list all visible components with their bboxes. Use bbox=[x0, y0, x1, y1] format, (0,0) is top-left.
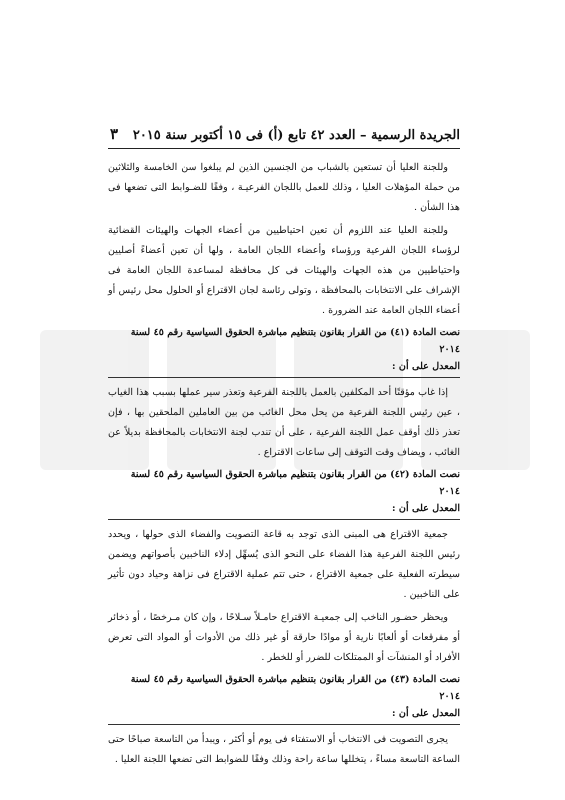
article-41 bbox=[108, 324, 460, 463]
article-heading bbox=[108, 466, 460, 520]
intro-paragraph: وللجنة العليا عند اللزوم أن تعين احتياطيين من أعضاء الجهات والهيئات القضائية لرؤساء اللجان الفرعية ورؤساء وأعضاء اللجان العامة ، ولها أن تعين أعضاءً أصليين واحتياطيين من هذه الجهات والهيئات فى كل محافظة لمساعدة اللجان العامة فى الإشراف على الانتخابات بالمحافظة ، وتولى رئاسة لجان الاقتراع أو الحلول محل رئيس أو أعضاء اللجان العامة عند الضرورة . bbox=[108, 225, 460, 316]
amended-label: المعدل على أن : bbox=[392, 503, 460, 514]
amended-label: المعدل على أن : bbox=[392, 361, 460, 372]
article-title: نصت المادة (٤٢) من القرار بقانون بتنظيم مباشرة الحقوق السياسية رقم ٤٥ لسنة ٢٠١٤ bbox=[130, 469, 460, 497]
article-42 bbox=[108, 466, 460, 668]
article-title: نصت المادة (٤٣) من القرار بقانون بتنظيم مباشرة الحقوق السياسية رقم ٤٥ لسنة ٢٠١٤ bbox=[130, 674, 460, 702]
article-paragraph: إذا غاب مؤقتًا أحد المكلفين بالعمل باللجنة الفرعية وتعذر سير عملها بسبب هذا الغياب ، عين رئيس اللجنة الفرعية من يحل محل الغائب من بين العاملين الملحقين بها ، فإن تعذر ذلك أوقف عمل اللجنة الفرعية ، على أن تندب لجنة الانتخابات بالمحافظة بديلاً عن الغائب ، ويضاف وقت التوقف إلى ساعات الاقتراع . bbox=[108, 387, 460, 458]
article-heading bbox=[108, 324, 460, 378]
amended-label: المعدل على أن : bbox=[392, 708, 460, 719]
intro-paragraph: وللجنة العليا أن تستعين بالشباب من الجنسين الذين لم يبلغوا سن الخامسة والثلاثين من حملة المؤهلات العليا ، وذلك للعمل باللجان الفرعيـة ، وفقًا للضـوابط التى تضعها فى هذا الشأن . bbox=[108, 162, 460, 213]
article-heading bbox=[108, 671, 460, 725]
article-paragraph: جمعية الاقتراع هى المبنى الذى توجد به قاعة التصويت والفضاء الذى حولها ، ويحدد رئيس اللجنة الفرعية هذا الفضاء على النحو الذى يُسهِّل إدلاء الناخبين بأصواتهم ويضمن سيطرته الفعلية على جمعية الاقتراع ، حتى تتم عملية الاقتراع فى نزاهة وحياد دون تأثير على الناخبين . bbox=[108, 529, 460, 600]
article-paragraph: ويحظر حضـور الناخب إلى جمعيـة الاقتراع حامـلاً سـلاحًا ، وإن كان مـرخصًا ، أو ذخائر أو مفرقعات أو ألعابًا نارية أو موادًا حارقة أو غير ذلك من الأدوات أو المواد التى تعرض الأفراد أو المنشآت أو الممتلكات للضرر أو للخطر . bbox=[108, 612, 460, 663]
page-number: ٣ bbox=[110, 125, 119, 143]
article-paragraph: يجرى التصويت فى الانتخاب أو الاستفتاء فى يوم أو أكثر ، ويبدأ من التاسعة صباحًا حتى الساعة التاسعة مساءً ، يتخللها ساعة راحة وذلك وفقًا للضوابط التى تضعها اللجنة العليا . bbox=[108, 734, 460, 765]
header-title: الجريدة الرسمية – العدد ٤٢ تابع (أ) فى ١٥ أكتوبر سنة ٢٠١٥ bbox=[132, 128, 460, 143]
article-title: نصت المادة (٤١) من القرار بقانون بتنظيم مباشرة الحقوق السياسية رقم ٤٥ لسنة ٢٠١٤ bbox=[130, 327, 460, 355]
document-body bbox=[108, 158, 460, 773]
article-43 bbox=[108, 671, 460, 770]
page-header bbox=[110, 123, 460, 143]
header-rule bbox=[108, 148, 460, 149]
